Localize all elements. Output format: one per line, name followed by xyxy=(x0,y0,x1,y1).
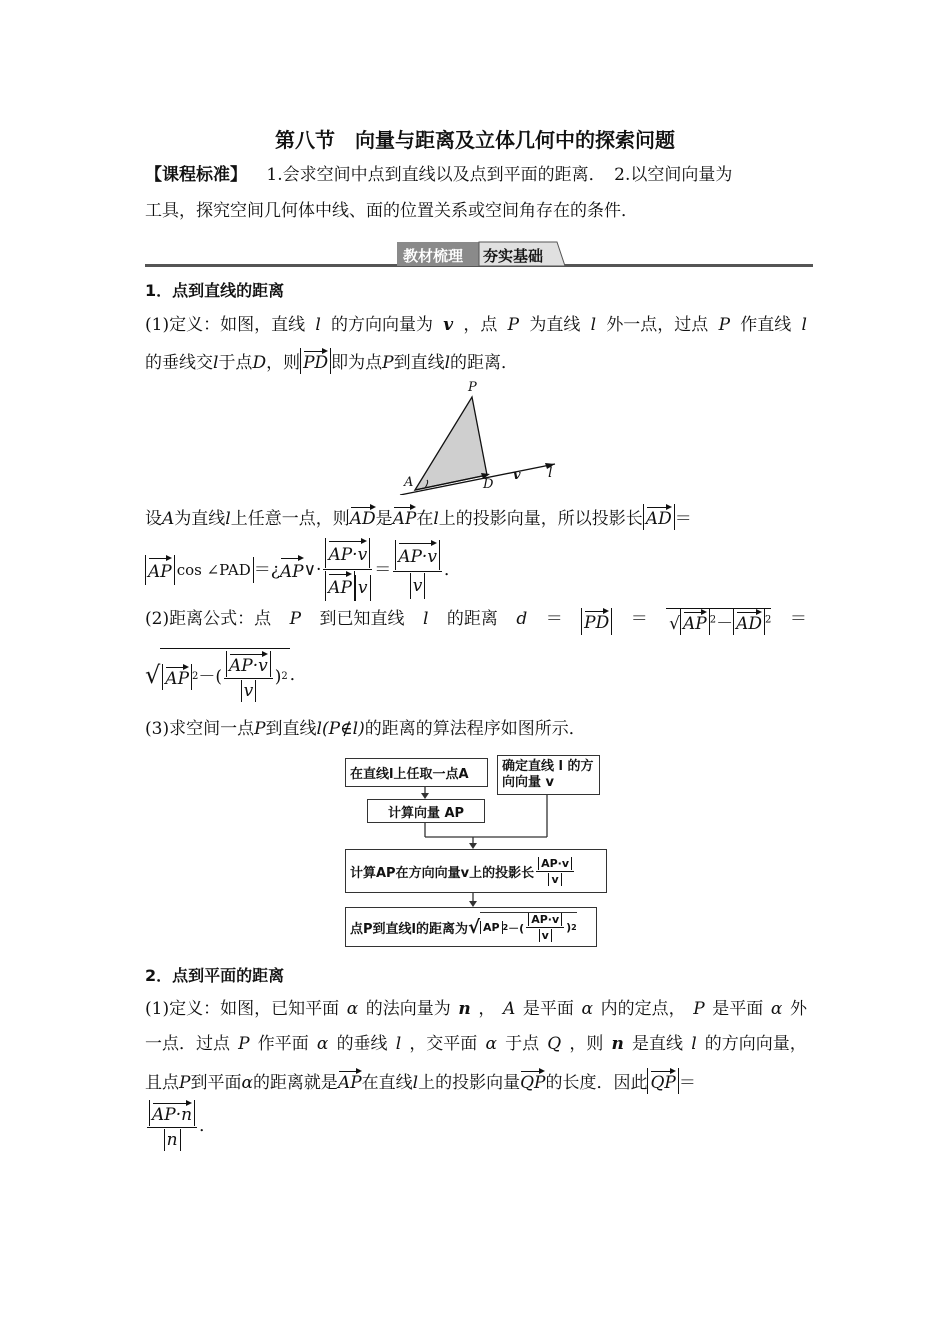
banner-label-right: 夯实基础 xyxy=(483,247,544,265)
banner-graphic xyxy=(145,240,813,270)
flow-step-projection: 计算AP在方向向量v上的投影长 $\frac{AP\cdot v}{v}$ xyxy=(345,849,607,893)
sec1-dist-line1: (2)距离公式：点 P 到已知直线 l 的距离 d ＝ PD ＝ √ AP $^2$－ AD $^2$ ＝ xyxy=(145,609,807,634)
sec2-def-line2: 一点．过点 P 作平面 α 的垂线 l ，交平面 α 于点 Q ，则 n 是直线 l 的方向向量， xyxy=(145,1034,807,1054)
section2-heading: 2．点到平面的距离 xyxy=(145,966,285,985)
sec1-def-line1: (1)定义：如图，直线 l 的方向向量为 v ，点 P 为直线 l 外一点，过点 P 作直线 l xyxy=(145,315,807,335)
label-P: P xyxy=(468,380,477,395)
label-v: v xyxy=(513,468,521,483)
sec1-proj-line2: AP cos ∠PAD ＝¿ AP ∨· $\frac{AP\cdot v}{\text{AP v}}$ ＝ $\frac{AP\cdot v}{v}$ ． xyxy=(145,538,461,601)
sec2-def-line1: (1)定义：如图，已知平面 α 的法向量为 n ， A 是平面 α 内的定点， P 是平面 α 外 xyxy=(145,999,807,1019)
course-standard-tag: 【课程标准】 xyxy=(145,165,247,185)
flow-step-direction-vector: 确定直线 l 的方 向向量 v xyxy=(497,755,600,795)
sec2-formula: $\frac{AP\cdot n}{n}$ ． xyxy=(145,1100,216,1151)
flow-step-distance: 点P到直线l的距离为 √ AP 2 －( $\frac{AP\cdot v}{v}$ ) 2 xyxy=(345,907,597,947)
triangle-diagram xyxy=(395,380,565,495)
label-A: A xyxy=(404,475,414,490)
sec2-def-line3: 且点P到平面α的距离就是AP在直线l上的投影向量QP的长度．因此 QP ＝ xyxy=(145,1068,696,1094)
sec1-def-line2: 的垂线交l于点D，则 PD 即为点P到直线l的距离． xyxy=(145,348,518,374)
course-standard-line2: 工具，探究空间几何体中线、面的位置关系或空间角存在的条件． xyxy=(145,201,638,221)
page-title: 第八节 向量与距离及立体几何中的探索问题 xyxy=(275,128,675,152)
label-l: l xyxy=(548,465,553,481)
label-D: D xyxy=(483,477,494,492)
section-banner xyxy=(145,240,813,270)
point-line-figure xyxy=(395,380,565,495)
flow-step-compute-AP: 计算向量 AP xyxy=(367,799,485,823)
course-standard-line1: 【课程标准】 1.会求空间中点到直线以及点到平面的距离． 2.以空间向量为 xyxy=(145,165,733,185)
flow-step-pick-point: 在直线l上任取一点A xyxy=(345,758,488,787)
sec1-algo-intro: (3)求空间一点P到直线l(P∉l)的距离的算法程序如图所示． xyxy=(145,719,586,739)
sec1-dist-line2: √ AP 2 －( $\frac{AP\cdot v}{v}$ ) 2 ． xyxy=(145,648,307,702)
algorithm-flowchart xyxy=(340,755,615,950)
vector-PD: PD xyxy=(303,348,328,374)
banner-label-left: 教材梳理 xyxy=(403,247,464,265)
sec1-proj-line1: 设A为直线l上任意一点，则AD是AP在l上的投影向量，所以投影长 AD ＝ xyxy=(145,504,692,530)
section1-heading: 1．点到直线的距离 xyxy=(145,281,285,300)
